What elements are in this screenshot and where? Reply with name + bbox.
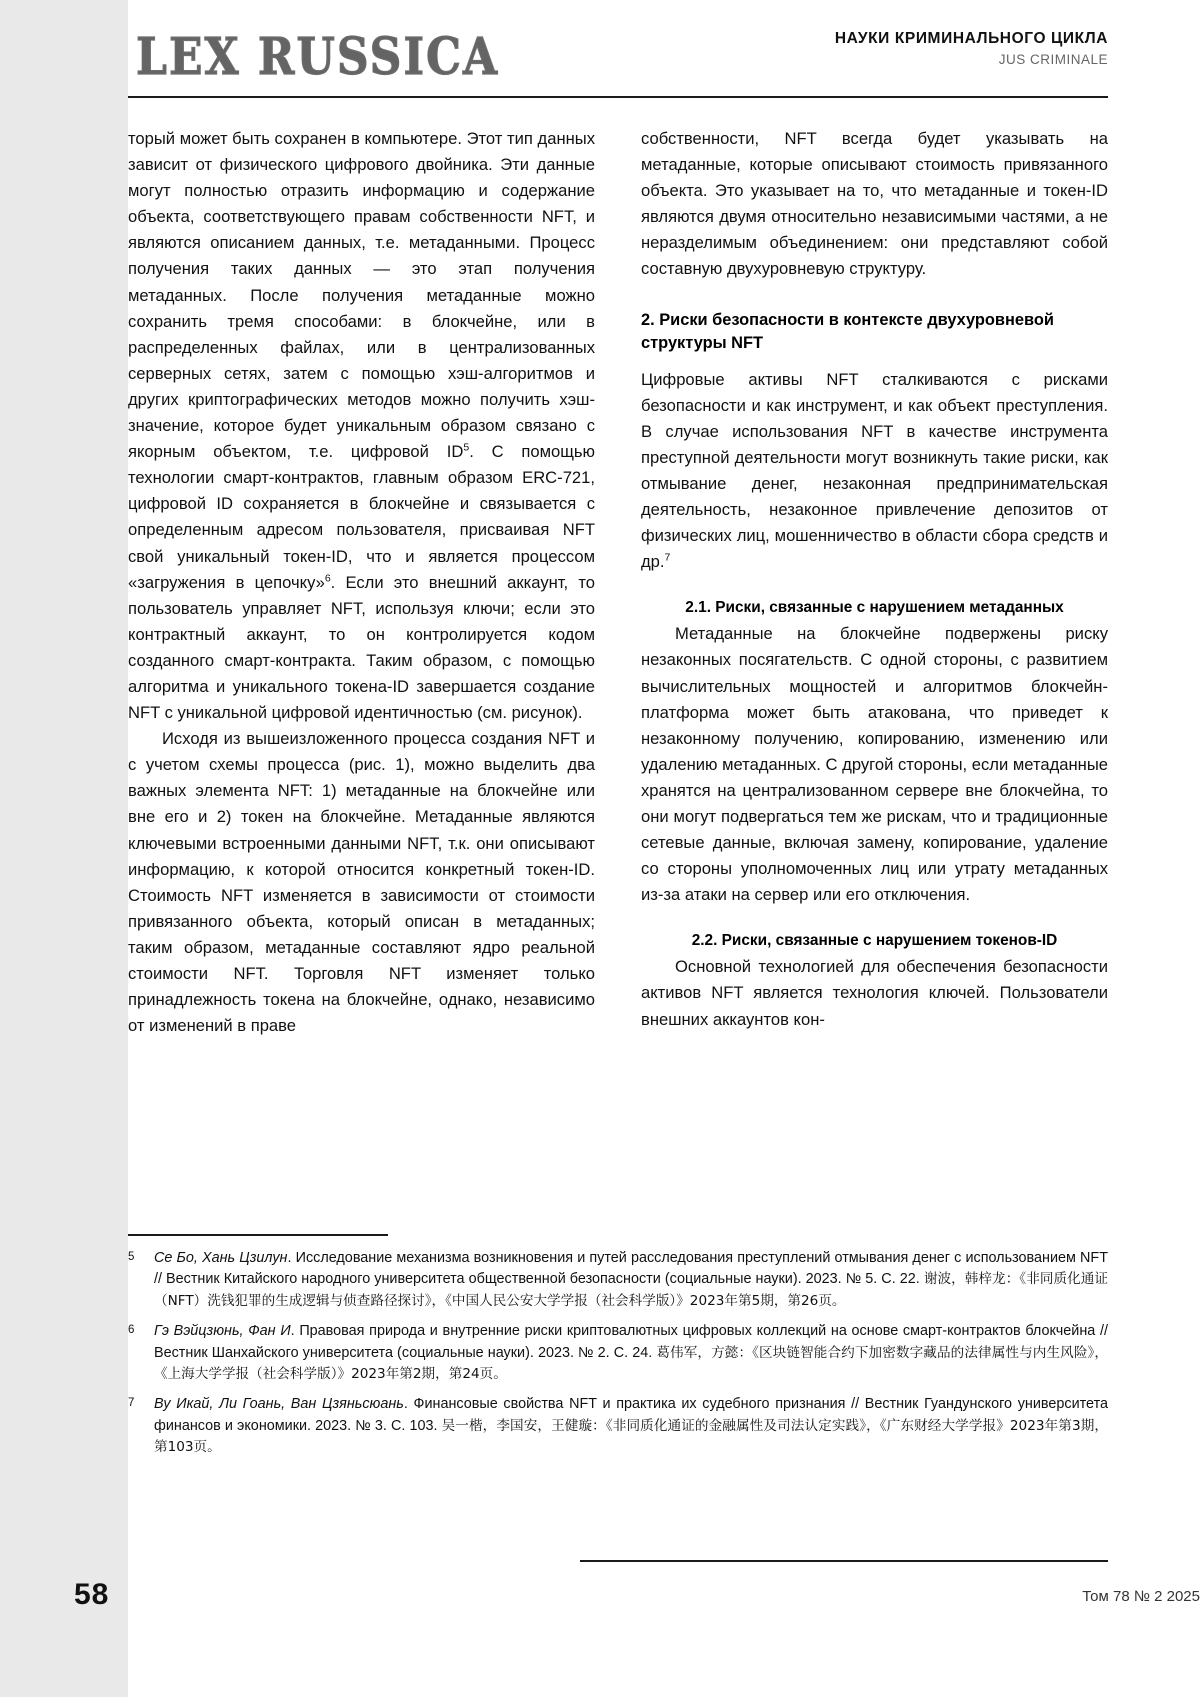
paragraph-risks-intro bbox=[641, 367, 1108, 576]
footnote-body bbox=[154, 1248, 1108, 1312]
paragraph-continued bbox=[128, 126, 595, 726]
paragraph-text-cont2: . Если это внешний аккаунт, то пользователь управляет NFT, используя ключи; если это контрактный аккаунт, то он контролируется кодом созданного смарт-контракта. Таким образом, с помощью алгоритма и уникального токена-ID завершается создание NFT с уникальной цифровой идентичностью (см. рисунок). bbox=[128, 572, 595, 723]
issue-label: Том 78 № 2 2025 bbox=[1082, 1588, 1200, 1605]
page-content bbox=[74, 0, 1200, 1697]
footnote-text: . Финансовые свойства NFT и практика их судебного признания // Вестник Гуандунского университета финансов и экономики. 2023. № 3. С. 103. bbox=[154, 1396, 1109, 1434]
footnote-text: . Исследование механизма возникновения и путей расследования преступлений отмывания денег с использованием NFT // Вестник Китайского народного университета общественной безопасности (социальные науки). 2023. № 5. С. 22. bbox=[154, 1250, 1108, 1288]
footnote-item bbox=[128, 1248, 1108, 1312]
journal-masthead: LEX RUSSICA bbox=[136, 28, 500, 87]
paragraph-ownership: собственности, NFT всегда будет указывать на метаданные, которые описывают стоимость привязанного объекта. Это указывает на то, что метаданные и токен-ID являются двумя относительно независимыми частями, а не неразделимым объединением: они представляют собой составную двухуровневую структуру. bbox=[641, 129, 1108, 279]
paragraph-token-risks: Основной технологией для обеспечения безопасности активов NFT является технология ключей. Пользователи внешних аккаунтов кон- bbox=[641, 957, 1108, 1029]
section-heading-2: 2. Риски безопасности в контексте двухуровневой структуры NFT bbox=[641, 310, 1054, 352]
right-column bbox=[641, 126, 1108, 1039]
article-body bbox=[128, 126, 1108, 1039]
paragraph-text-cont: . С помощью технологии смарт-контрактов, главным образом ERC-721, цифровой ID сохраняется в блокчейне и связывается с определенным адресом пользователя, присваивая NFT свой уникальный токен-ID, что и является процессом «загружения в цепочку» bbox=[128, 442, 595, 592]
footnote-ref-7[interactable]: 7 bbox=[664, 551, 671, 564]
footnote-list bbox=[128, 1248, 1108, 1468]
page-gutter bbox=[0, 0, 128, 1697]
footnote-body bbox=[154, 1321, 1108, 1385]
footnote-body bbox=[154, 1394, 1108, 1458]
footnote-ref-6[interactable]: 6 bbox=[324, 572, 331, 585]
footnote-item bbox=[128, 1394, 1108, 1458]
page-header bbox=[128, 22, 1108, 94]
paragraph-text: торый может быть сохранен в компьютере. Этот тип данных зависит от физического цифрового двойника. Эти данные могут полностью отразить информацию и содержание объекта, соответствующего правам собственности NFT, и являются описанием данных, т.е. метаданными. Процесс получения таких данных — это этап получения метаданных. После получения метаданные можно сохранить тремя способами: в блокчейне, или в распределенных файлах, или в централизованных серверных сетях, затем с помощью хэш-алгоритмов и других криптографических методов можно получить хэш-значение, которое будет уникальным образом связано с якорным объектом, т.е. цифровой ID bbox=[128, 129, 595, 462]
footnote-separator bbox=[128, 1234, 388, 1236]
footnote-cjk-citation: 葛伟军，方懿：《区块链智能合约下加密数字藏品的法律属性与内生风险》，《上海大学学报（社会科学版）》2023年第2期，第24页。 bbox=[154, 1344, 1108, 1383]
footnote-number: 7 bbox=[128, 1397, 135, 1410]
footnote-authors: Гэ Вэйцзюнь, Фан И bbox=[154, 1323, 291, 1340]
footnote-text: . Правовая природа и внутренние риски криптовалютных цифровых коллекций на основе смарт-контрактов блокчейна // Вестник Шанхайского университета (социальные науки). 2023. № 2. С. 24. bbox=[154, 1323, 1108, 1361]
footnote-cjk-citation: 谢波，韩梓龙：《非同质化通证（NFT）洗钱犯罪的生成逻辑与侦查路径探讨》，《中国人民公安大学学报（社会科学版）》2023年第5期，第26页。 bbox=[154, 1271, 1109, 1309]
section-title-latin: JUS CRIMINALE bbox=[998, 52, 1108, 67]
paragraph-metadata-risks: Метаданные на блокчейне подвержены риску незаконных посягательств. С одной стороны, с развитием вычислительных мощностей и алгоритмов блокчейн-платформа может быть атакована, что приведет к незаконному получению, копированию, изменению или удалению метаданных. С другой стороны, если метаданные хранятся на централизованном сервере вне блокчейна, то они могут подвергаться тем же рискам, что и традиционные сетевые данные, включая замену, копирование, удаление со стороны уполномоченных лиц или утрату метаданных из-за атаки на сервер или его отключения. bbox=[641, 624, 1108, 905]
footnote-cjk-citation: 吴一楷，李国安，王健璇：《非同质化通证的金融属性及司法认定实践》，《广东财经大学学报》2023年第3期，第103页。 bbox=[154, 1417, 1109, 1456]
paragraph-analysis: Исходя из вышеизложенного процесса создания NFT и с учетом схемы процесса (рис. 1), можно выделить два важных элемента NFT: 1) метаданные на блокчейне или вне его и 2) токен на блокчейне. Метаданные являются ключевыми встроенными данными NFT, т.к. они описывают информацию, к которой относится конкретный токен-ID. Стоимость NFT изменяется в зависимости от стоимости привязанного объекта, который описан в метаданных; таким образом, метаданные составляют ядро реальной стоимости NFT. Торговля NFT изменяет только принадлежность токена на блокчейне, однако, независимо от изменений в праве bbox=[128, 729, 595, 1036]
footnote-authors: Ву Икай, Ли Гоань, Ван Цзяньсюань bbox=[154, 1396, 404, 1413]
left-column bbox=[128, 126, 595, 1039]
subsection-heading-2-2: 2.2. Риски, связанные с нарушением токенов-ID bbox=[691, 932, 1058, 950]
footnote-authors: Се Бо, Хань Цзилун bbox=[154, 1250, 288, 1266]
footnote-item bbox=[128, 1321, 1108, 1385]
subsection-heading-2-1: 2.1. Риски, связанные с нарушением метаданных bbox=[685, 599, 1064, 617]
footnote-ref-5[interactable]: 5 bbox=[463, 441, 470, 454]
page-number: 58 bbox=[74, 1578, 110, 1611]
paragraph-risks-text: Цифровые активы NFT сталкиваются с рисками безопасности и как инструмент, и как объект преступления. В случае использования NFT в качестве инструмента преступной деятельности могут возникнуть такие риски, как отмывание денег, незаконная предпринимательская деятельность, незаконное привлечение депозитов от физических лиц, мошенничество в области сбора средств и др. bbox=[641, 369, 1108, 572]
footnote-number: 6 bbox=[128, 1324, 135, 1337]
footer-rule bbox=[580, 1560, 1108, 1562]
header-section-labels bbox=[835, 30, 1108, 67]
footnote-number: 5 bbox=[128, 1251, 135, 1263]
section-title-ru: НАУКИ КРИМИНАЛЬНОГО ЦИКЛА bbox=[834, 30, 1108, 47]
header-rule bbox=[128, 96, 1108, 98]
